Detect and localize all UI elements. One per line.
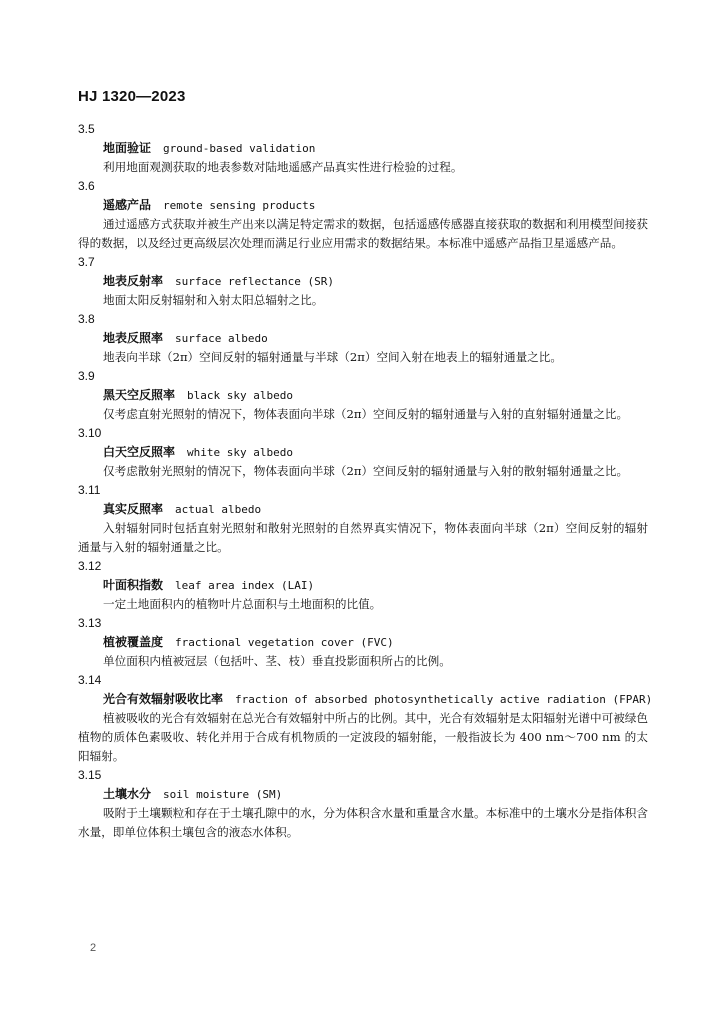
term-definition: 仅考虑直射光照射的情况下，物体表面向半球（2π）空间反射的辐射通量与入射的直射辐射通量之比。 bbox=[103, 407, 629, 421]
term-entry bbox=[78, 557, 648, 614]
term-heading bbox=[78, 785, 648, 804]
term-entry bbox=[78, 481, 648, 557]
term-heading bbox=[78, 329, 648, 348]
term-entry bbox=[78, 766, 648, 842]
section-number: 3.7 bbox=[78, 255, 95, 269]
term-heading bbox=[78, 196, 648, 215]
term-chinese: 植被覆盖度 bbox=[103, 635, 164, 649]
term-chinese: 遥感产品 bbox=[103, 198, 152, 212]
term-english: fractional vegetation cover (FVC) bbox=[175, 636, 394, 649]
term-chinese: 黑天空反照率 bbox=[103, 388, 176, 402]
term-entry bbox=[78, 253, 648, 310]
standard-code: HJ 1320—2023 bbox=[78, 88, 186, 105]
term-english: surface reflectance (SR) bbox=[175, 275, 334, 288]
term-entry bbox=[78, 177, 648, 253]
section-number: 3.6 bbox=[78, 179, 95, 193]
term-english: soil moisture (SM) bbox=[163, 788, 283, 801]
section-number: 3.5 bbox=[78, 122, 95, 136]
term-entry bbox=[78, 310, 648, 367]
term-heading bbox=[78, 443, 648, 462]
term-english: ground-based validation bbox=[163, 142, 316, 155]
term-definition: 吸附于土壤颗粒和存在于土壤孔隙中的水，分为体积含水量和重量含水量。本标准中的土壤水分是指体积含水量，即单位体积土壤包含的液态水体积。 bbox=[78, 806, 648, 839]
term-definition: 通过遥感方式获取并被生产出来以满足特定需求的数据，包括遥感传感器直接获取的数据和利用模型间接获得的数据，以及经过更高级层次处理而满足行业应用需求的数据结果。本标准中遥感产品指卫星遥感产品。 bbox=[78, 217, 648, 250]
term-english: white sky albedo bbox=[187, 446, 293, 459]
section-number: 3.13 bbox=[78, 616, 102, 630]
term-english: black sky albedo bbox=[187, 389, 293, 402]
term-entry bbox=[78, 614, 648, 671]
term-heading bbox=[78, 500, 648, 519]
section-number: 3.8 bbox=[78, 312, 95, 326]
term-heading bbox=[78, 633, 648, 652]
term-english: leaf area index (LAI) bbox=[175, 579, 315, 592]
term-definition: 仅考虑散射光照射的情况下，物体表面向半球（2π）空间反射的辐射通量与入射的散射辐射通量之比。 bbox=[103, 464, 629, 478]
term-definition: 单位面积内植被冠层（包括叶、茎、枝）垂直投影面积所占的比例。 bbox=[103, 654, 451, 668]
term-chinese: 地面验证 bbox=[103, 141, 152, 155]
term-definition: 地面太阳反射辐射和入射太阳总辐射之比。 bbox=[103, 293, 324, 307]
section-number: 3.14 bbox=[78, 673, 102, 687]
term-english: fraction of absorbed photosynthetically active radiation (FPAR) bbox=[235, 693, 653, 706]
term-english: remote sensing products bbox=[163, 199, 316, 212]
term-chinese: 土壤水分 bbox=[103, 787, 152, 801]
term-chinese: 地表反射率 bbox=[103, 274, 164, 288]
section-number: 3.12 bbox=[78, 559, 102, 573]
term-definition: 入射辐射同时包括直射光照射和散射光照射的自然界真实情况下，物体表面向半球（2π）空间反射的辐射通量与入射的辐射通量之比。 bbox=[78, 521, 648, 554]
term-definition: 地表向半球（2π）空间反射的辐射通量与半球（2π）空间入射在地表上的辐射通量之比。 bbox=[103, 350, 562, 364]
term-definition: 植被吸收的光合有效辐射在总光合有效辐射中所占的比例。其中，光合有效辐射是太阳辐射光谱中可被绿色植物的质体色素吸收、转化并用于合成有机物质的一定波段的辐射能，一般指波长为 400 nm～700 nm 的太阳辐射。 bbox=[78, 711, 648, 763]
term-entry bbox=[78, 120, 648, 177]
term-chinese: 白天空反照率 bbox=[103, 445, 176, 459]
page-number: 2 bbox=[90, 942, 97, 954]
definitions-list bbox=[78, 120, 653, 842]
term-heading bbox=[78, 386, 648, 405]
term-entry bbox=[78, 671, 653, 766]
term-entry bbox=[78, 424, 648, 481]
section-number: 3.15 bbox=[78, 768, 102, 782]
term-english: surface albedo bbox=[175, 332, 268, 345]
term-chinese: 叶面积指数 bbox=[103, 578, 164, 592]
section-number: 3.9 bbox=[78, 369, 95, 383]
term-definition: 利用地面观测获取的地表参数对陆地遥感产品真实性进行检验的过程。 bbox=[103, 160, 463, 174]
section-number: 3.11 bbox=[78, 483, 101, 497]
term-english: actual albedo bbox=[175, 503, 262, 516]
term-definition: 一定土地面积内的植物叶片总面积与土地面积的比值。 bbox=[103, 597, 382, 611]
term-heading bbox=[78, 690, 653, 709]
term-heading bbox=[78, 272, 648, 291]
term-chinese: 真实反照率 bbox=[103, 502, 164, 516]
term-chinese: 光合有效辐射吸收比率 bbox=[103, 692, 224, 706]
section-number: 3.10 bbox=[78, 426, 102, 440]
term-heading bbox=[78, 576, 648, 595]
term-chinese: 地表反照率 bbox=[103, 331, 164, 345]
term-entry bbox=[78, 367, 648, 424]
term-heading bbox=[78, 139, 648, 158]
